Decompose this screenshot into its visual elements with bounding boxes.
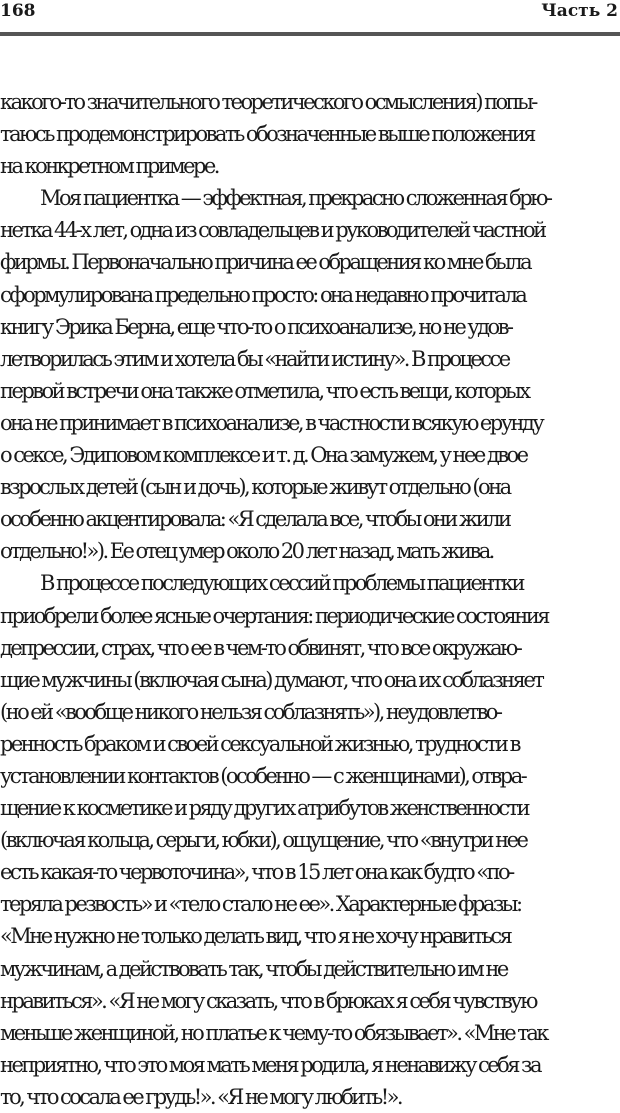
text-line: сформулирована предельно просто: она недавно прочитала <box>0 282 526 307</box>
text-line: (но ей «вообще никого нельзя соблазнять»), неудовлетво- <box>0 699 501 724</box>
text-line: нетка 44-х лет, одна из совладельцев и руководителей частной <box>0 218 545 243</box>
text-line: то, что сосала ее грудь!». «Я не могу любить!». <box>0 1084 402 1109</box>
running-head: Часть 2 <box>541 1 618 21</box>
text-line: есть какая-то червоточина», что в 15 лет она как будто «по- <box>0 860 513 885</box>
text-line: приобрели более ясные очертания: периодические состояния <box>0 603 548 628</box>
body-text <box>0 86 620 1113</box>
text-line: щение к косметике и ряду других атрибутов женственности <box>0 796 529 821</box>
text-line: теряла резвость» и «тело стало не ее». Характерные фразы: <box>0 892 521 917</box>
text-line: ренность браком и своей сексуальной жизнью, трудности в <box>0 731 519 756</box>
text-line: мужчинам, а действовать так, чтобы действительно им не <box>0 956 507 981</box>
text-line: она не принимает в психоанализе, в частности всякую ерунду <box>0 410 543 435</box>
page-header <box>0 0 620 30</box>
text-line: какого-то значительного теоретического осмысления) попы- <box>0 90 536 114</box>
text-line: отдельно!»). Ее отец умер около 20 лет назад, мать жива. <box>0 539 493 564</box>
text-line: депрессии, страх, что ее в чем-то обвинят, что все окружаю- <box>0 635 521 660</box>
text-line: первой встречи она также отметила, что есть вещи, которых <box>0 378 529 403</box>
text-line: Моя пациентка — эффектная, прекрасно сложенная брю- <box>40 186 551 211</box>
text-line: особенно акцентировала: «Я сделала все, чтобы они жили <box>0 507 510 532</box>
text-line: книгу Эрика Берна, еще что-то о психоанализе, но не удов- <box>0 314 512 339</box>
text-line: неприятно, что это моя мать меня родила, я ненавижу себя за <box>0 1052 540 1077</box>
text-line: В процессе последующих сессий проблемы пациентки <box>40 571 523 596</box>
text-line: на конкретном примере. <box>0 154 218 179</box>
text-line: нравиться». «Я не могу сказать, что в брюках я себя чувствую <box>0 988 536 1013</box>
text-line: взрослых детей (сын и дочь), которые живут отдельно (она <box>0 475 510 500</box>
header-rule <box>0 32 620 36</box>
text-line: таюсь продемонстрировать обозначенные выше положения <box>0 122 534 147</box>
text-line: «Мне нужно не только делать вид, что я не хочу нравиться <box>0 924 511 949</box>
page-number: 168 <box>0 1 36 21</box>
text-line: фирмы. Первоначально причина ее обращения ко мне была <box>0 250 531 275</box>
text-line: меньше женщиной, но платье к чему-то обязывает». «Мне так <box>0 1020 547 1045</box>
text-line: (включая кольца, серьги, юбки), ощущение, что «внутри нее <box>0 828 527 853</box>
text-line: установлении контактов (особенно — с женщинами), отвра- <box>0 763 526 788</box>
text-line: летворилась этим и хотела бы «найти истину». В процессе <box>0 346 509 371</box>
text-line: щие мужчины (включая сына) думают, что она их соблазняет <box>0 667 543 692</box>
text-line: о сексе, Эдиповом комплексе и т. д. Она замужем, у нее двое <box>0 443 527 468</box>
